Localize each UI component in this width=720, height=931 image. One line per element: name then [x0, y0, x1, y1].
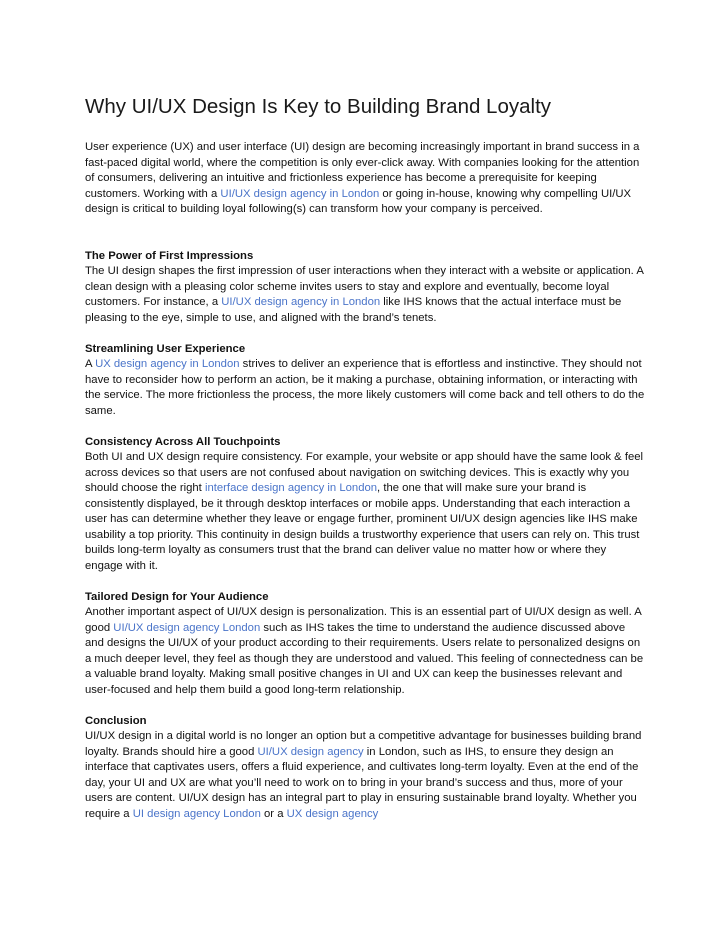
section-text-1: Another important aspect of UI/UX design is personalization. This is an essential part of UI/UX design as well. A good	[85, 606, 642, 634]
section-text-2: strives to deliver an experience that is effortless and instinctive. They should not have to reconsider how to perform an action, be it making a purchase, obtaining information, or interacting with the service. The more frictionless the process, the more likely customers will come back and tell others to do the same.	[85, 358, 645, 417]
section-heading: Consistency Across All Touchpoints	[85, 435, 281, 448]
section-heading: Tailored Design for Your Audience	[85, 590, 269, 603]
section-text-1: UI/UX design in a digital world is no longer an option but a competitive advantage for businesses building brand loyalty. Brands should hire a good	[85, 730, 642, 758]
section-text-2: in London, such as IHS, to ensure they design an interface that captivates users, offers a fluid experience, and cultivates long-term loyalty. Even at the end of the day, your UI and UX are what you’ll need to work on to bring in your brand’s success and thus, more of your users are content. UI/UX design has an integral part to play in ensuring sustainable brand loyalty. Whether you require a	[85, 745, 639, 820]
page-title: Why UI/UX Design Is Key to Building Brand Loyalty	[85, 95, 552, 118]
intro-text-2: or going in-house, knowing why compelling UI/UX design is critical to building loyal following(s) can transform how your company is perceived.	[85, 187, 632, 215]
section-text-1: The UI design shapes the first impression of user interactions when they interact with a website or application. A clean design with a pleasing color scheme invites users to stay and explore and eventually, become loyal customers. For instance, a	[85, 265, 644, 308]
intro-text-1: User experience (UX) and user interface (UI) design are becoming increasingly important in brand success in a fast-paced digital world, where the competition is only ever-click away. With companies looking for the attention of consumers, delivering an intuitive and frictionless experience has become a prerequisite for keeping customers. Working with a	[85, 141, 640, 200]
link-uiux-agency-london-2[interactable]: UI/UX design agency London	[113, 621, 261, 634]
section-consistency	[85, 435, 645, 575]
link-ux-agency-london[interactable]: UX design agency in London	[95, 358, 240, 370]
section-streamlining	[85, 342, 645, 420]
link-uiux-agency-london[interactable]: UI/UX design agency in London	[221, 296, 381, 308]
document-page	[85, 90, 645, 838]
section-text-3: or a	[260, 807, 287, 820]
section-text-2: like IHS knows that the actual interface must be pleasing to the eye, simple to use, and aligned with the brand’s tenets.	[85, 296, 622, 324]
section-heading: Streamlining User Experience	[85, 342, 246, 355]
section-text-1: A	[85, 358, 96, 370]
section-heading: Conclusion	[85, 714, 147, 727]
intro-paragraph	[85, 140, 645, 218]
section-text-2: such as IHS takes the time to understand the audience discussed above and designs the UI/UX of your product according to their requirements. Users relate to personalized designs on a much deeper level, they feel as though they are understood and valued. This feeling of connectedness can be a valuable brand loyalty. Making small positive changes in UI and UX can keep the businesses relevant and user-focused and help them build a good long-term relationship.	[85, 621, 644, 696]
section-first-impressions	[85, 249, 645, 327]
section-text-1: Both UI and UX design require consistency. For example, your website or app should have the same look & feel across devices so that users are not confused about navigation on switching devices. This is exactly why you should choose the right	[85, 451, 644, 494]
section-heading: The Power of First Impressions	[85, 249, 254, 262]
intro-link-uiux-agency[interactable]: UI/UX design agency in London	[220, 187, 380, 200]
section-conclusion	[85, 714, 645, 823]
link-uiux-agency[interactable]: UI/UX design agency	[257, 745, 364, 758]
link-ux-agency[interactable]: UX design agency	[286, 807, 379, 820]
link-ui-agency-london[interactable]: UI design agency London	[132, 807, 261, 820]
section-text-2: , the one that will make sure your brand is consistently displayed, be it through desktop interfaces or mobile apps. Understanding that each interaction a user has can determine whether they leave or engage further, prominent UI/UX design agencies like IHS make usability a top priority. This continuity in design builds a trustworthy experience that users can rely on. This trust builds long-term loyalty as consumers trust that the brand can deliver value no matter how or where they engage with it.	[85, 482, 640, 572]
link-interface-agency-london[interactable]: interface design agency in London	[204, 482, 378, 494]
section-tailored	[85, 590, 645, 699]
